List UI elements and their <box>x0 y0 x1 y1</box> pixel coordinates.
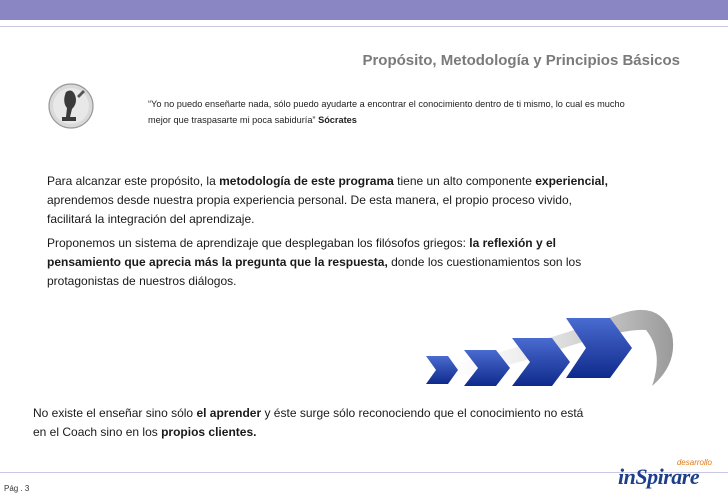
page-number: Pág . 3 <box>4 484 30 493</box>
quote-author: Sócrates <box>318 115 357 125</box>
header-divider <box>0 26 728 27</box>
learning-line-3: protagonistas de nuestros diálogos. <box>47 274 237 288</box>
text-run: tiene un alto componente <box>393 174 536 188</box>
text-bold: metodología de este programa <box>219 174 394 188</box>
closing-line-1 <box>33 404 693 423</box>
text-run: donde los cuestionamientos son los <box>387 255 582 269</box>
text-bold: pensamiento que aprecia más la pregunta que la respuesta, <box>47 255 388 269</box>
logo-wordmark: inSpirare <box>618 464 700 489</box>
inspirare-logo <box>616 458 712 498</box>
quote-text: mejor que traspasarte mi poca sabiduría” <box>148 115 316 125</box>
philosopher-emblem-icon <box>46 80 96 130</box>
closing-line-2 <box>33 423 693 442</box>
progress-arrows-graphic <box>420 294 678 392</box>
page-title: Propósito, Metodología y Principios Básicos <box>362 52 680 69</box>
socrates-quote <box>148 96 708 128</box>
methodology-line-2: aprendemos desde nuestra propia experiencia personal. De esta manera, el propio proceso vivido, <box>47 193 572 207</box>
logo-subtitle: desarrollo <box>676 458 712 467</box>
text-run: y éste surge sólo reconociendo que el conocimiento no está <box>261 406 584 420</box>
learning-system-paragraph <box>47 234 687 291</box>
text-bold: propios clientes. <box>161 425 257 439</box>
text-bold: el aprender <box>196 406 262 420</box>
methodology-paragraph <box>47 172 687 229</box>
text-run: Proponemos un sistema de aprendizaje que desplegaban los filósofos griegos: <box>47 236 470 250</box>
text-run: Para alcanzar este propósito, la <box>47 174 220 188</box>
text-bold: la reflexión y el <box>469 236 556 250</box>
quote-line-2 <box>148 112 708 128</box>
header-band <box>0 0 728 20</box>
learning-line-1 <box>47 234 687 253</box>
text-bold: experiencial, <box>535 174 608 188</box>
learning-line-2 <box>47 253 687 272</box>
quote-line-1: “Yo no puedo enseñarte nada, sólo puedo ayudarte a encontrar el conocimiento dentro de ti mismo, lo cual es mucho <box>148 99 625 109</box>
text-run: No existe el enseñar sino sólo <box>33 406 197 420</box>
methodology-line-1 <box>47 172 687 191</box>
methodology-line-3: facilitará la integración del aprendizaje. <box>47 212 255 226</box>
closing-statement <box>33 404 693 442</box>
text-run: en el Coach sino en los <box>33 425 162 439</box>
